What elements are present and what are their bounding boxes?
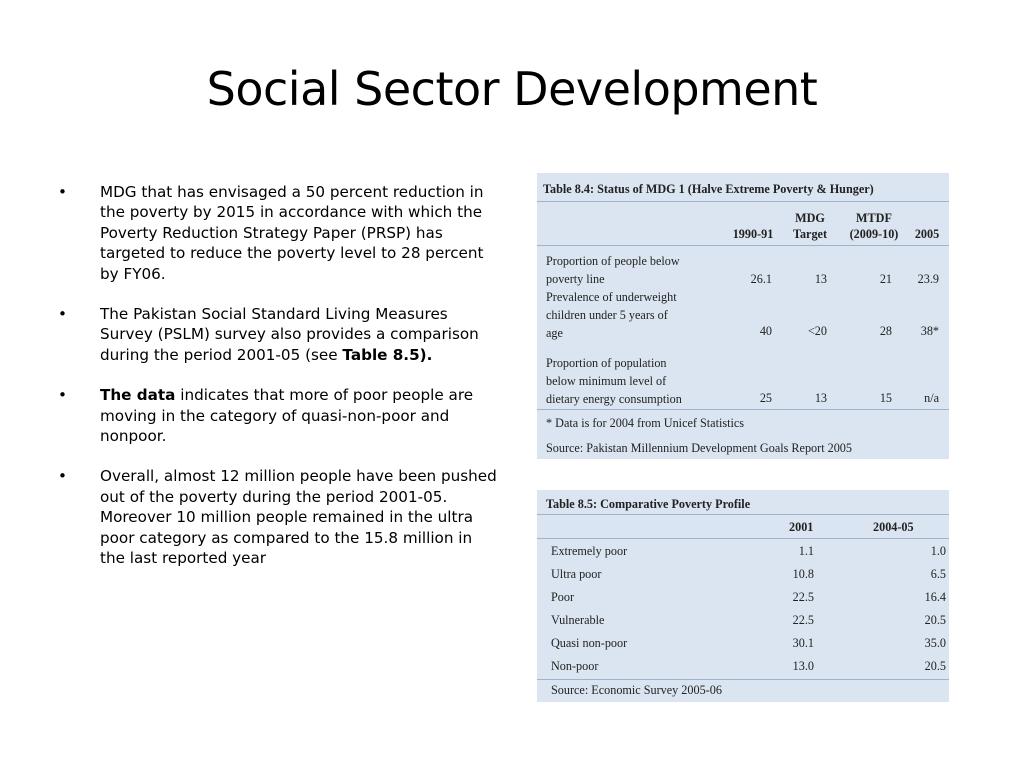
row-label: Poor	[551, 590, 575, 604]
bullet-bold-text: The data	[100, 386, 176, 405]
bullet-marker: •	[58, 467, 67, 486]
header-2005: 2005	[914, 227, 940, 241]
table-rule	[537, 201, 949, 202]
row-label: Vulnerable	[551, 613, 605, 627]
table-row	[537, 587, 949, 610]
cell-value: 26.1	[750, 272, 772, 286]
cell-2004-05: 16.4	[924, 590, 946, 604]
row-label-line: poverty line	[546, 272, 605, 286]
cell-2004-05: 6.5	[930, 567, 946, 581]
cell-value: 13	[814, 391, 827, 405]
bullet-text: Overall, almost 12 million people have been pushed out of the poverty during the period 2001-05. Moreover 10 million people remained in the ultra poor category as compared to the 15.8 million in the last reported year	[100, 467, 497, 568]
header-2004-05: 2004-05	[873, 520, 914, 534]
cell-2001: 30.1	[792, 636, 814, 650]
row-label-line: dietary energy consumption	[546, 392, 682, 406]
bullet-item	[58, 385, 498, 446]
row-label-line: Proportion of people below	[546, 254, 680, 268]
bullet-text: The Pakistan Social Standard Living Measures Survey (PSLM) survey also provides a comparison during the period 2001-05 (see	[100, 305, 479, 364]
table-row	[537, 633, 949, 656]
cell-value: 23.9	[917, 272, 939, 286]
bullet-item	[58, 304, 498, 365]
cell-2004-05: 20.5	[924, 659, 946, 673]
header-1990-91: 1990-91	[732, 227, 774, 241]
bullet-bold-text: Table 8.5).	[342, 345, 433, 364]
cell-2001: 10.8	[792, 567, 814, 581]
row-label-line: children under 5 years of	[546, 308, 668, 322]
table-row	[537, 564, 949, 587]
table-source: Source: Economic Survey 2005-06	[551, 683, 722, 697]
bullet-list	[58, 182, 498, 589]
bullet-text-tail: indicates that more of poor people are moving in the category of quasi-non-poor and nonpoor.	[100, 386, 474, 446]
row-label	[546, 354, 721, 408]
table-caption: Table 8.4: Status of MDG 1 (Halve Extreme Poverty & Hunger)	[543, 182, 874, 196]
row-label: Quasi non-poor	[551, 636, 628, 650]
cell-value: 13	[814, 272, 827, 286]
table-rule	[537, 409, 949, 410]
row-label	[546, 252, 721, 288]
row-label: Non-poor	[551, 659, 599, 673]
table-row	[537, 610, 949, 633]
cell-value: 40	[759, 324, 772, 338]
table-caption: Table 8.5: Comparative Poverty Profile	[546, 497, 751, 511]
row-label-line: Prevalence of underweight	[546, 290, 677, 304]
table-source: Source: Pakistan Millennium Development Goals Report 2005	[546, 441, 852, 455]
page-title: Social Sector Development	[206, 62, 818, 116]
cell-value: 28	[879, 324, 892, 338]
row-label-line: age	[546, 326, 563, 340]
table-footnote: * Data is for 2004 from Unicef Statistics	[546, 416, 745, 430]
cell-value: 21	[879, 272, 892, 286]
table-rule	[537, 245, 949, 246]
bullet-item	[58, 182, 498, 284]
table-mdg-status	[537, 173, 949, 459]
cell-value: 25	[759, 391, 772, 405]
bullet-marker: •	[58, 386, 67, 405]
cell-2004-05: 20.5	[924, 613, 946, 627]
cell-2001: 22.5	[792, 613, 814, 627]
bullet-marker: •	[58, 183, 67, 201]
table-poverty-profile	[537, 490, 949, 702]
row-label	[546, 288, 721, 342]
bullet-marker: •	[58, 305, 67, 324]
cell-2004-05: 35.0	[924, 636, 946, 650]
bullet-text: MDG that has envisaged a 50 percent reduction in the poverty by 2015 in accordance with which the Poverty Reduction Strategy Paper (PRSP) has targeted to reduce the poverty level to 28 percent by FY06.	[100, 183, 484, 283]
header-mdg: MDG	[795, 211, 825, 225]
table-rule	[537, 679, 949, 680]
header-target: Target	[792, 227, 828, 241]
table-rule	[537, 514, 949, 515]
table-rule	[537, 538, 949, 539]
row-label: Ultra poor	[551, 567, 602, 581]
row-label-line: Proportion of population	[546, 356, 667, 370]
row-label-line: below minimum level of	[546, 374, 667, 388]
cell-2004-05: 1.0	[930, 544, 946, 558]
row-label: Extremely poor	[551, 544, 628, 558]
cell-value: 38*	[920, 324, 939, 338]
table-row	[537, 541, 949, 564]
header-mtdf: MTDF	[856, 211, 892, 225]
cell-2001: 13.0	[792, 659, 814, 673]
cell-value: <20	[807, 324, 827, 338]
bullet-item	[58, 466, 498, 568]
cell-2001: 1.1	[798, 544, 814, 558]
table-row	[537, 656, 949, 679]
header-2009-10: (2009-10)	[849, 227, 899, 241]
cell-value: n/a	[924, 391, 939, 405]
cell-value: 15	[879, 391, 892, 405]
cell-2001: 22.5	[792, 590, 814, 604]
header-2001: 2001	[789, 520, 814, 534]
